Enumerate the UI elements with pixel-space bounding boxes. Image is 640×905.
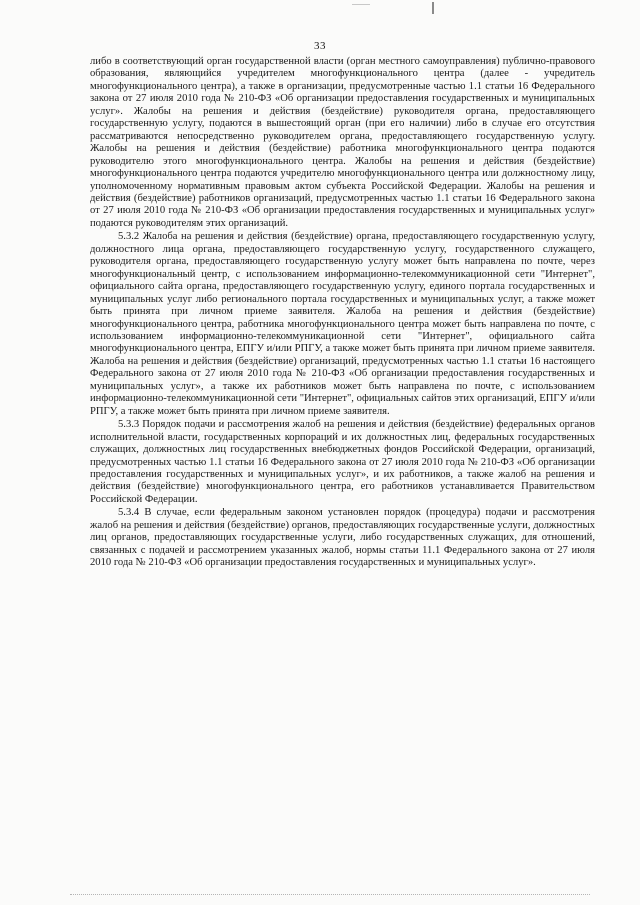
paragraph-5-3-2: 5.3.2 Жалоба на решения и действия (бездействие) органа, предоставляющего государственную услугу, должностного лица органа, предоставляющего государственную услугу, государственного служащего, руководителя органа, предоставляющего государственную услугу может быть направлена по почте, через многофункциональный центр, с использованием информационно-телекоммуникационной сети "Интернет", официального сайта органа, предоставляющего государственную услугу, единого портала государственных и муниципальных услуг либо регионального портала государственных и муниципальных услуг, а также может быть принята при личном приеме заявителя. Жалоба на решения и действия (бездействие) многофункционального центра, работника многофункционального центра может быть направлена по почте, с использованием информационно-телекоммуникационной сети "Интернет", официального сайта многофункционального центра, ЕПГУ и/или РПГУ, а также может быть принята при личном приеме заявителя. Жалоба на решения и действия (бездействие) организаций, предусмотренных частью 1.1 статьи 16 настоящего Федерального закона от 27 июля 2010 года № 210-ФЗ «Об организации предоставления государственных и муниципальных услуг», а также их работников может быть направлена по почте, с использованием информационно-телекоммуникационной сети "Интернет", официальных сайтов этих организаций, ЕПГУ и/или РПГУ, а также может быть принята при личном приеме заявителя. [90, 231, 595, 417]
page-number: 33 [314, 40, 326, 52]
scan-artifact-mark [352, 4, 370, 5]
document-body [90, 56, 595, 570]
scan-bottom-edge [70, 892, 590, 895]
paragraph-complaint-addressees: либо в соответствующий орган государственной власти (орган местного самоуправления) публично-правового образования, являющийся учредителем многофункционального центра (далее - учредитель многофункционального центра), а также в организации, предусмотренные частью 1.1 статьи 16 Федерального закона от 27 июля 2010 года № 210-ФЗ «Об организации предоставления государственных и муниципальных услуг». Жалобы на решения и действия (бездействие) руководителя органа, предоставляющего государственную услугу, подаются в вышестоящий орган (при его наличии) либо в случае его отсутствия рассматриваются непосредственно руководителем органа, предоставляющего государственную услугу. Жалобы на решения и действия (бездействие) работника многофункционального центра подаются руководителю этого многофункционального центра. Жалобы на решения и действия (бездействие) многофункционального центра подаются учредителю многофункционального центра или должностному лицу, уполномоченному нормативным правовым актом субъекта Российской Федерации. Жалобы на решения и действия (бездействие) работников организаций, предусмотренных частью 1.1 статьи 16 Федерального закона от 27 июля 2010 года № 210-ФЗ «Об организации предоставления государственных и муниципальных услуг» подаются руководителям этих организаций. [90, 56, 595, 229]
paragraph-5-3-3: 5.3.3 Порядок подачи и рассмотрения жалоб на решения и действия (бездействие) федеральных органов исполнительной власти, государственных корпораций и их должностных лиц, федеральных государственных служащих, должностных лиц государственных внебюджетных фондов Российской Федерации, организаций, предусмотренных частью 1.1 статьи 16 Федерального закона от 27 июля 2010 года № 210-ФЗ «Об организации предоставления государственных и муниципальных услуг», и их работников, а также жалоб на решения и действия (бездействие) многофункционального центра, его работников устанавливается Правительством Российской Федерации. [90, 419, 595, 505]
paragraph-5-3-4: 5.3.4 В случае, если федеральным законом установлен порядок (процедура) подачи и рассмотрения жалоб на решения и действия (бездействие) органов, предоставляющих государственные услуги, должностных лиц органов, предоставляющих государственные услуги, либо государственных служащих, для отношений, связанных с подачей и рассмотрением указанных жалоб, нормы статьи 11.1 Федерального закона от 27 июля 2010 года № 210-ФЗ «Об организации предоставления государственных и муниципальных услуг». [90, 507, 595, 569]
scan-artifact-mark [432, 2, 434, 14]
